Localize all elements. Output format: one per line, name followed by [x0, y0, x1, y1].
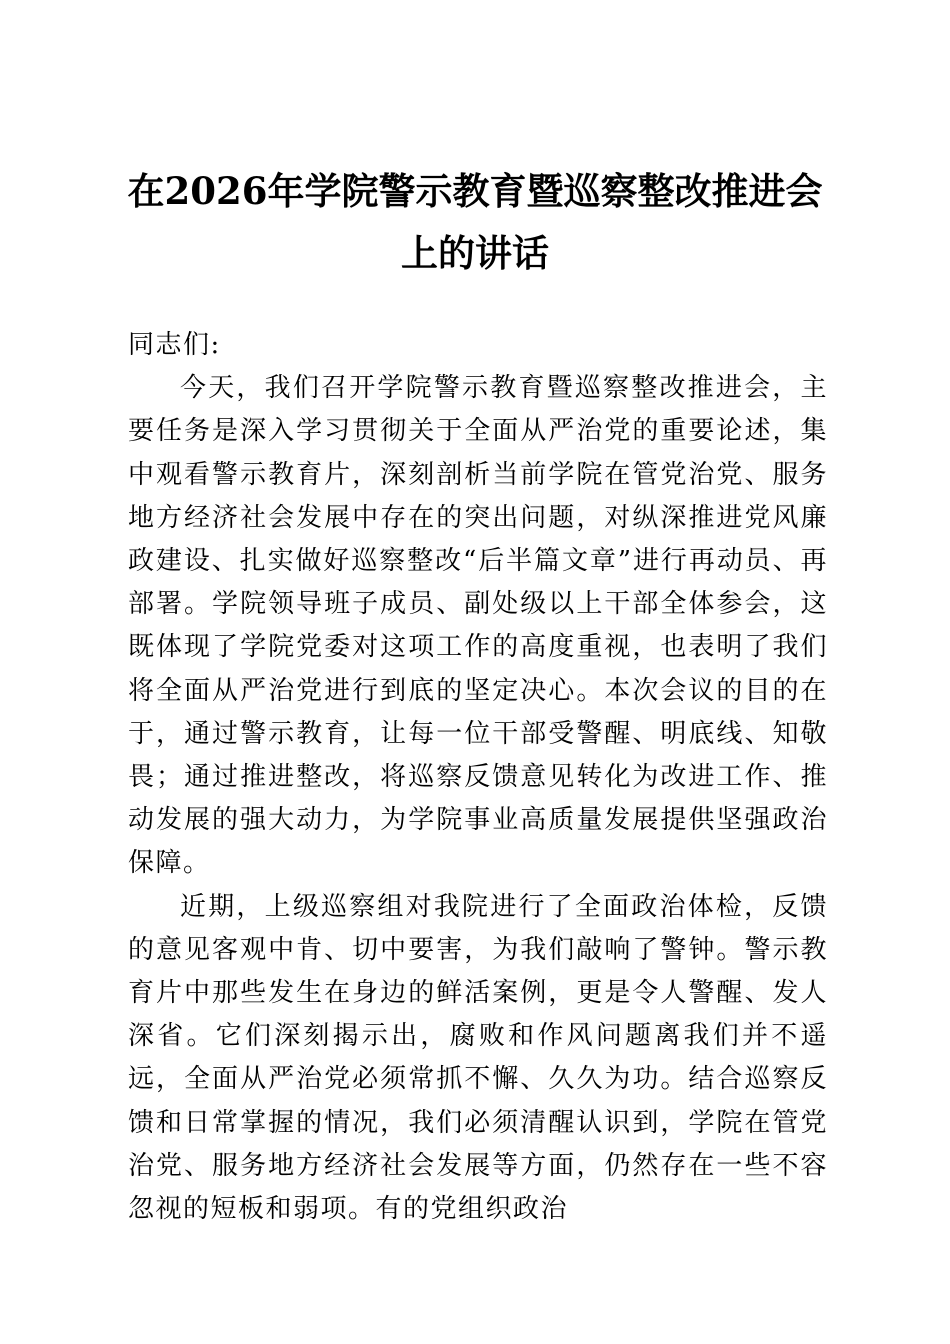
paragraph-2: 近期，上级巡察组对我院进行了全面政治体检，反馈的意见客观中肯、切中要害，为我们敲响了警钟。警示教育片中那些发生在身边的鲜活案例，更是令人警醒、发人深省。它们深刻揭示出，腐败和作风问题离我们并不遥远，全面从严治党必须常抓不懈、久久为功。结合巡察反馈和日常掌握的情况，我们必须清醒认识到，学院在管党治党、服务地方经济社会发展等方面，仍然存在一些不容忽视的短板和弱项。有的党组织政治: [128, 891, 828, 1225]
document-title: 在2026年学院警示教育暨巡察整改推进会上的讲话: [127, 169, 823, 275]
document-body: [128, 324, 828, 1231]
paragraph-1: 今天，我们召开学院警示教育暨巡察整改推进会，主要任务是深入学习贯彻关于全面从严治党的重要论述，集中观看警示教育片，深刻剖析当前学院在管党治党、服务地方经济社会发展中存在的突出问题，对纵深推进党风廉政建设、扎实做好巡察整改“后半篇文章”进行再动员、再部署。学院领导班子成员、副处级以上干部全体参会，这既体现了学院党委对这项工作的高度重视，也表明了我们将全面从严治党进行到底的坚定决心。本次会议的目的在于，通过警示教育，让每一位干部受警醒、明底线、知敬畏；通过推进整改，将巡察反馈意见转化为改进工作、推动发展的强大动力，为学院事业高质量发展提供坚强政治保障。: [128, 373, 828, 879]
salutation: 同志们:: [128, 330, 221, 360]
